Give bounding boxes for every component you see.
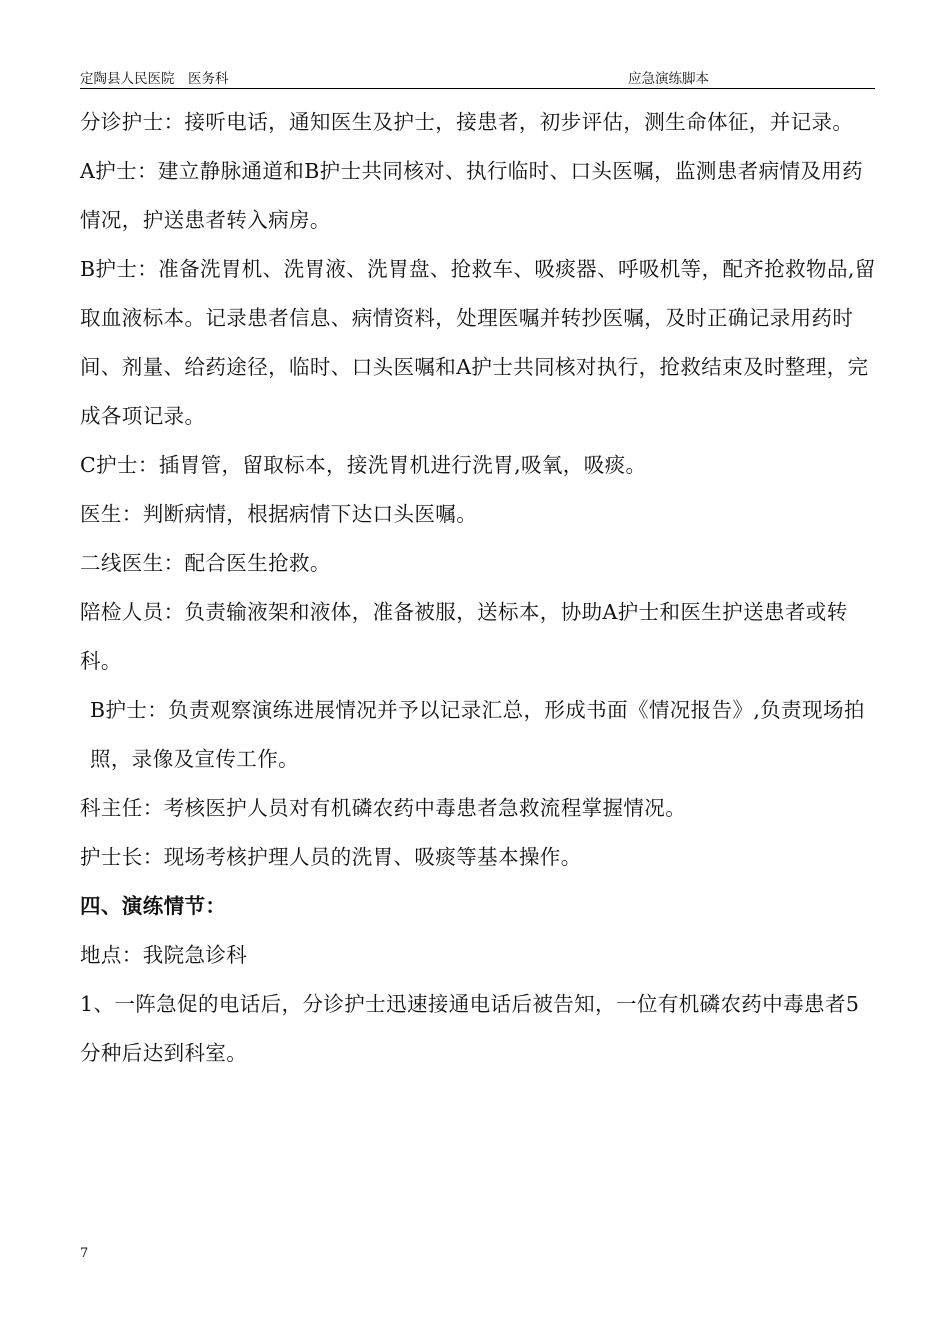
paragraph-nurse-a: A护士：建立静脉通道和B护士共同核对、执行临时、口头医嘱，监测患者病情及用药情况，护送患者转入病房。: [80, 159, 864, 232]
paragraph-scenario-1: 1、一阵急促的电话后，分诊护士迅速接通电话后被告知，一位有机磷农药中毒患者5分种后达到科室。: [80, 992, 860, 1065]
paragraph-nurse-b-observer: B护士：负责观察演练进展情况并予以记录汇总，形成书面《情况报告》,负责现场拍照，录像及宣传工作。: [90, 698, 865, 771]
paragraph-triage-nurse: 分诊护士：接听电话，通知医生及护士，接患者，初步评估，测生命体征，并记录。: [80, 110, 854, 134]
paragraph-department-head: 科主任：考核医护人员对有机磷农药中毒患者急救流程掌握情况。: [80, 796, 687, 820]
paragraph-doctor: 医生：判断病情，根据病情下达口头医嘱。: [80, 502, 478, 526]
paragraph-nurse-b: B护士：准备洗胃机、洗胃液、洗胃盘、抢救车、吸痰器、呼吸机等，配齐抢救物品,留取血液标本。记录患者信息、病情资料，处理医嘱并转抄医嘱，及时正确记录用药时间、剂量、给药途径，临时、口头医嘱和A护士共同核对执行，抢救结束及时整理，完成各项记录。: [80, 257, 876, 428]
header-doc-title: 应急演练脚本: [628, 71, 709, 87]
paragraph-escort-staff: 陪检人员：负责输液架和液体，准备被服，送标本，协助A护士和医生护送患者或转科。: [80, 600, 848, 673]
document-body: [80, 98, 880, 1078]
paragraph-second-doctor: 二线医生：配合医生抢救。: [80, 551, 331, 575]
paragraph-location: 地点：我院急诊科: [80, 943, 248, 967]
header-org: 定陶县人民医院 医务科: [80, 71, 229, 87]
paragraph-nurse-c: C护士：插胃管，留取标本，接洗胃机进行洗胃,吸氧，吸痰。: [80, 453, 647, 477]
section-heading: 四、演练情节：: [80, 894, 227, 918]
page-number: 7: [80, 1246, 89, 1261]
paragraph-head-nurse: 护士长：现场考核护理人员的洗胃、吸痰等基本操作。: [80, 845, 582, 869]
page-header: [80, 64, 875, 89]
